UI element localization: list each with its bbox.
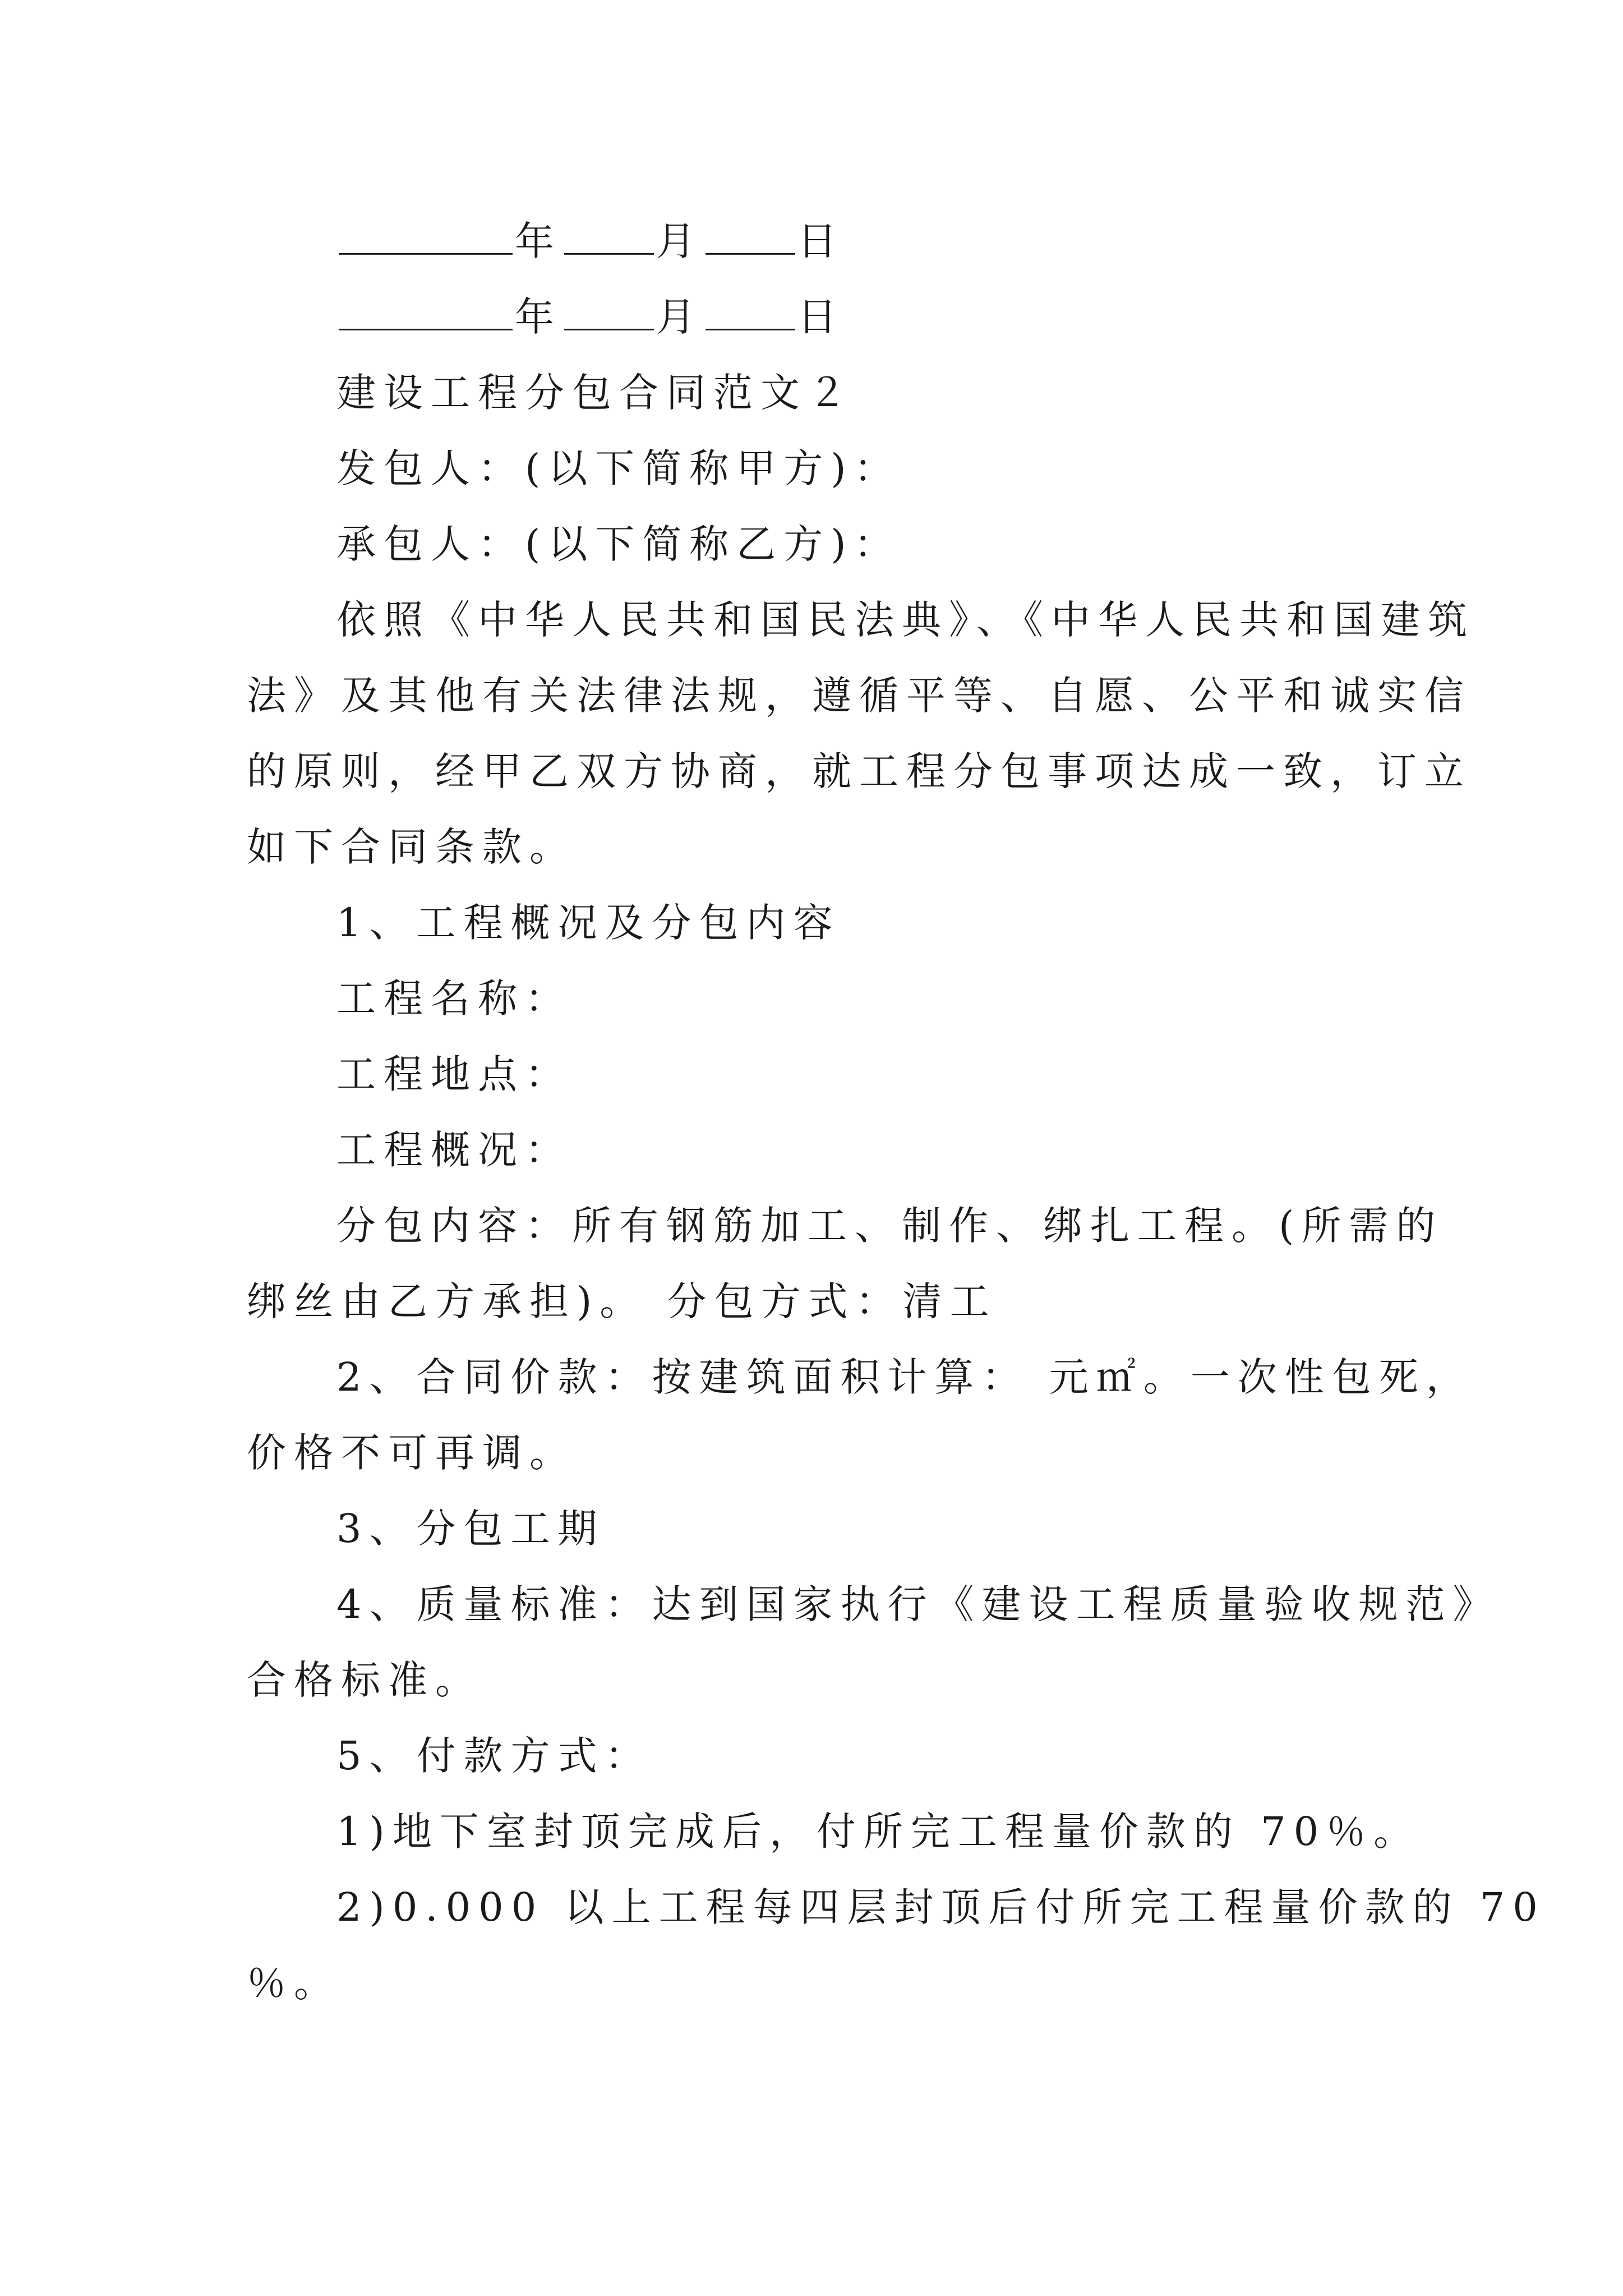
party-a-line: 发包人：(以下简称甲方)： <box>336 445 901 491</box>
section4-line-2: 合格标准。 <box>247 1657 482 1703</box>
preamble-line-4: 如下合同条款。 <box>247 824 577 870</box>
project-location-line: 工程地点： <box>336 1051 572 1097</box>
section5-line: 5、付款方式： <box>336 1733 652 1779</box>
document-title: 建设工程分包合同范文２ <box>336 370 855 416</box>
payment2-line-1: 2)0.000 以上工程每四层封顶后付所完工程量价款的 70 <box>336 1884 1546 1930</box>
day-blank <box>706 294 795 330</box>
month-blank <box>564 218 654 255</box>
subcontract-line-2: 绑丝由乙方承担)。 分包方式：清工 <box>247 1278 997 1324</box>
project-overview-line: 工程概况： <box>336 1127 572 1173</box>
section4-line-1: 4、质量标准：达到国家执行《建设工程质量验收规范》 <box>336 1581 1500 1627</box>
month-label: 月 <box>656 294 703 340</box>
year-label: 年 <box>515 218 562 264</box>
section3-line: 3、分包工期 <box>336 1506 605 1552</box>
section1-heading: 1、工程概况及分包内容 <box>336 900 841 946</box>
payment1-line: 1)地下室封顶完成后，付所完工程量价款的 70％。 <box>336 1809 1421 1855</box>
day-label: 日 <box>797 294 845 340</box>
project-name-line: 工程名称： <box>336 976 572 1022</box>
year-blank <box>339 218 513 255</box>
day-blank <box>706 218 795 255</box>
section2-line-2: 价格不可再调。 <box>247 1430 577 1476</box>
preamble-line-1: 依照《中华人民共和国民法典》、《中华人民共和国建筑 <box>336 597 1475 643</box>
preamble-line-2: 法》及其他有关法律法规，遵循平等、自愿、公平和诚实信 <box>247 673 1472 719</box>
date-line-1 <box>336 216 1486 266</box>
year-label: 年 <box>515 294 562 340</box>
year-blank <box>339 294 513 330</box>
date-line-2 <box>336 292 1486 342</box>
section2-line-1: 2、合同价款：按建筑面积计算： 元㎡。一次性包死， <box>336 1354 1473 1400</box>
month-label: 月 <box>656 218 703 264</box>
payment2-line-2: ％。 <box>247 1960 341 2006</box>
month-blank <box>564 294 654 330</box>
preamble-line-3: 的原则，经甲乙双方协商，就工程分包事项达成一致，订立 <box>247 748 1472 794</box>
subcontract-line-1: 分包内容：所有钢筋加工、制作、绑扎工程。(所需的 <box>336 1203 1444 1249</box>
party-b-line: 承包人：(以下简称乙方)： <box>336 521 901 567</box>
day-label: 日 <box>797 218 845 264</box>
